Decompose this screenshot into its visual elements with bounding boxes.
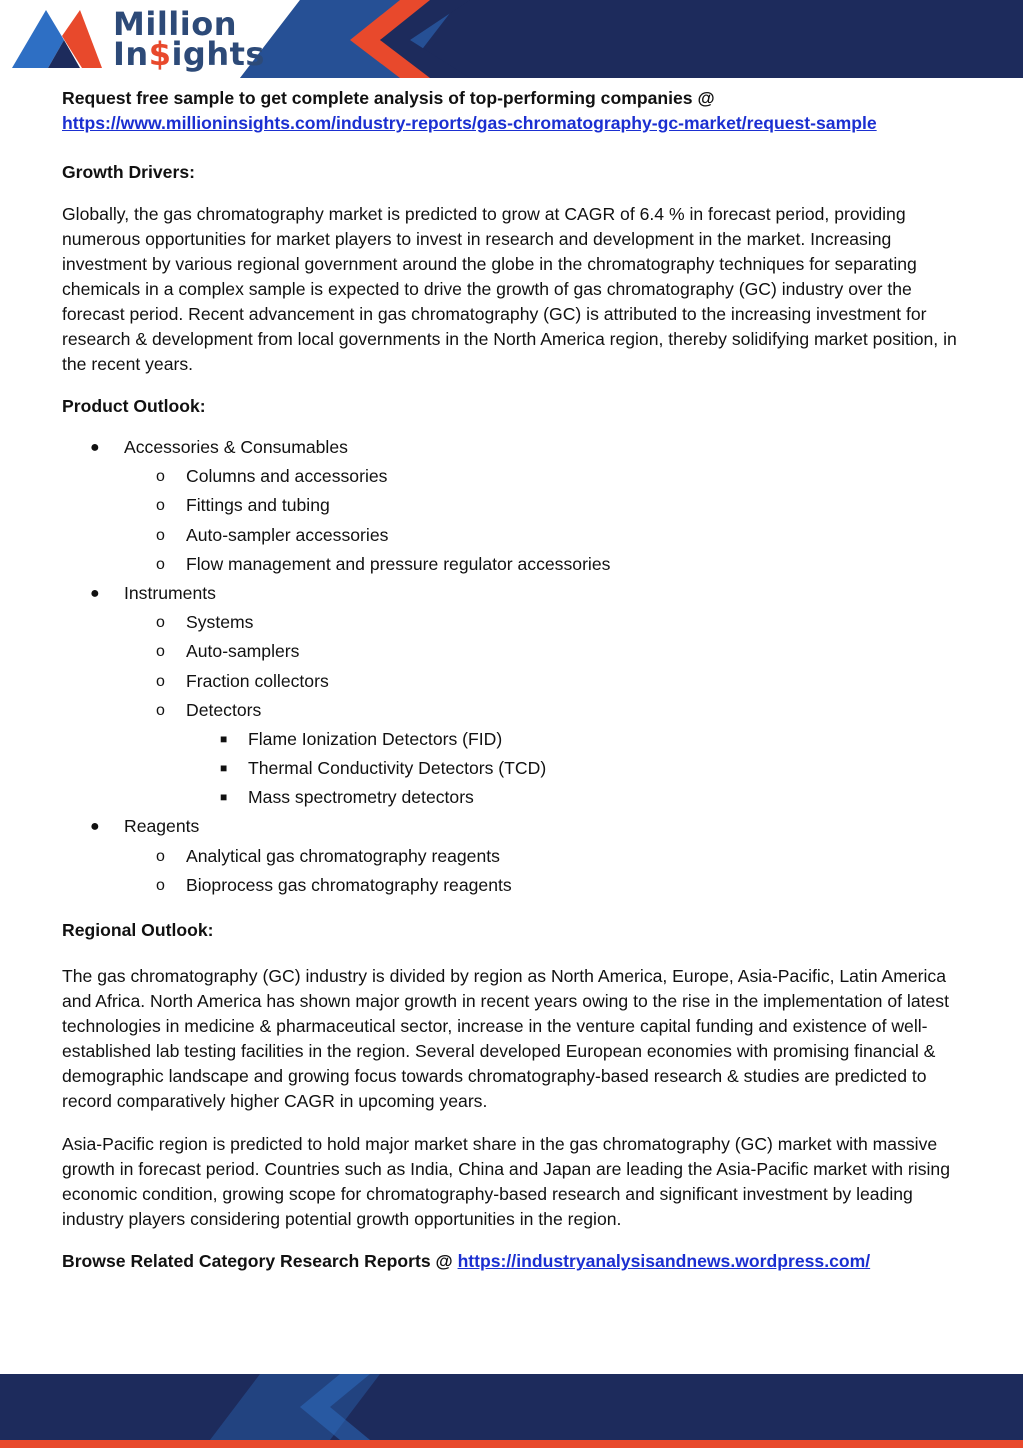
list-item-label: Auto-sampler accessories [186, 524, 389, 545]
bullet-circle-icon: o [156, 643, 165, 661]
list-item [62, 667, 962, 696]
request-sample-link[interactable]: https://www.millioninsights.com/industry-reports/gas-chromatography-gc-market/request-sample [62, 113, 877, 133]
sub-list [62, 608, 962, 812]
logo-text-in: In [113, 35, 149, 73]
list-item [62, 696, 962, 725]
footer-banner-graphic [0, 1374, 1023, 1448]
bullet-square-icon: ■ [220, 761, 228, 776]
sub-list [62, 842, 962, 900]
list-item-label: Reagents [124, 816, 200, 837]
bullet-circle-icon: o [156, 497, 165, 515]
page-header [0, 0, 1023, 78]
bullet-circle-icon: o [156, 555, 165, 573]
list-item-label: Mass spectrometry detectors [248, 787, 474, 808]
regional-outlook-paragraph-1: The gas chromatography (GC) industry is divided by region as North America, Europe, Asia-Pacific, Latin America and Africa. North America has shown major growth in recent years owing to the rise in the implementation of latest technologies in medicine & pharmaceutical sector, increase in the venture capital funding and existence of well-established lab testing facilities in the region. Several developed European economies with promising financial & demographic landscape and growing focus towards chromatography-based research & studies are predicted to record comparatively higher CAGR in upcoming years. [62, 966, 949, 1111]
bullet-circle-icon: o [156, 614, 165, 632]
browse-related-text: Browse Related Category Research Reports @ [62, 1251, 453, 1271]
list-item [62, 783, 962, 812]
list-item [62, 871, 962, 900]
list-item [62, 754, 962, 783]
list-item [62, 637, 962, 666]
list-item [62, 608, 962, 637]
list-item-label: Flow management and pressure regulator accessories [186, 553, 611, 574]
list-item [62, 521, 962, 550]
list-item-label: Accessories & Consumables [124, 437, 348, 457]
bullet-dot-icon: ● [90, 439, 100, 456]
list-item-label: Thermal Conductivity Detectors (TCD) [248, 758, 547, 779]
list-item-label: Fraction collectors [186, 670, 329, 691]
logo-text-ights: ights [171, 35, 265, 73]
product-outlook-list [62, 433, 962, 900]
list-item [62, 812, 962, 841]
bullet-circle-icon: o [156, 876, 165, 894]
list-item-label: Bioprocess gas chromatography reagents [186, 874, 512, 895]
browse-related-link[interactable]: https://industryanalysisandnews.wordpress.com/ [457, 1251, 871, 1271]
list-item-label: Auto-samplers [186, 641, 300, 662]
bullet-circle-icon: o [156, 672, 165, 690]
list-item [62, 842, 962, 871]
list-item-label: Columns and accessories [186, 466, 388, 487]
logo-text-million: Million [113, 5, 237, 43]
request-sample-text: Request free sample to get complete analysis of top-performing companies @ [62, 88, 715, 108]
browse-related-line [62, 1249, 962, 1274]
bullet-circle-icon: o [156, 847, 165, 865]
sub-list [62, 462, 962, 579]
bullet-square-icon: ■ [220, 790, 228, 805]
logo-mark-icon [0, 0, 110, 78]
list-item [62, 491, 962, 520]
regional-outlook-paragraph-2: Asia-Pacific region is predicted to hold major market share in the gas chromatography (GC) market with massive growth in forecast period. Countries such as India, China and Japan are leading the Asia-Pacific market with rising economic condition, growing scope for chromatography-based research and significant investment by leading industry players considering potential growth opportunities in the region. [62, 1134, 950, 1229]
document-body [62, 86, 962, 1274]
product-outlook-heading: Product Outlook: [62, 396, 206, 416]
list-item [62, 725, 962, 754]
list-item [62, 550, 962, 579]
regional-outlook-heading: Regional Outlook: [62, 920, 214, 940]
bullet-square-icon: ■ [220, 731, 228, 746]
list-item [62, 462, 962, 491]
list-item [62, 433, 962, 462]
sub-sub-list [62, 725, 962, 813]
growth-drivers-paragraph: Globally, the gas chromatography market is predicted to grow at CAGR of 6.4 % in forecast period, providing numerous opportunities for market players to invest in research and development in the market. Increasing investment by various regional government around the globe in the chromatography techniques for separating chemicals in a complex sample is expected to drive the growth of gas chromatography (GC) industry over the forecast period. Recent advancement in gas chromatography (GC) is attributed to the increasing investment for research & development from local governments in the North America region, thereby solidifying market position, in the recent years. [62, 204, 957, 374]
bullet-circle-icon: o [156, 468, 165, 486]
growth-drivers-heading: Growth Drivers: [62, 162, 195, 182]
list-item-label: Analytical gas chromatography reagents [186, 845, 500, 866]
list-item-label: Detectors [186, 699, 262, 720]
bullet-circle-icon: o [156, 701, 165, 719]
list-item-label: Instruments [124, 582, 216, 603]
bullet-dot-icon: ● [90, 584, 100, 602]
bullet-circle-icon: o [156, 526, 165, 544]
logo-text-insights [113, 35, 265, 73]
page-footer [0, 1374, 1023, 1448]
list-item-label: Fittings and tubing [186, 495, 330, 516]
logo-dollar-sign: $ [148, 35, 172, 73]
bullet-dot-icon: ● [90, 818, 100, 836]
list-item-label: Systems [186, 612, 254, 633]
list-item [62, 579, 962, 608]
list-item-label: Flame Ionization Detectors (FID) [248, 728, 503, 749]
